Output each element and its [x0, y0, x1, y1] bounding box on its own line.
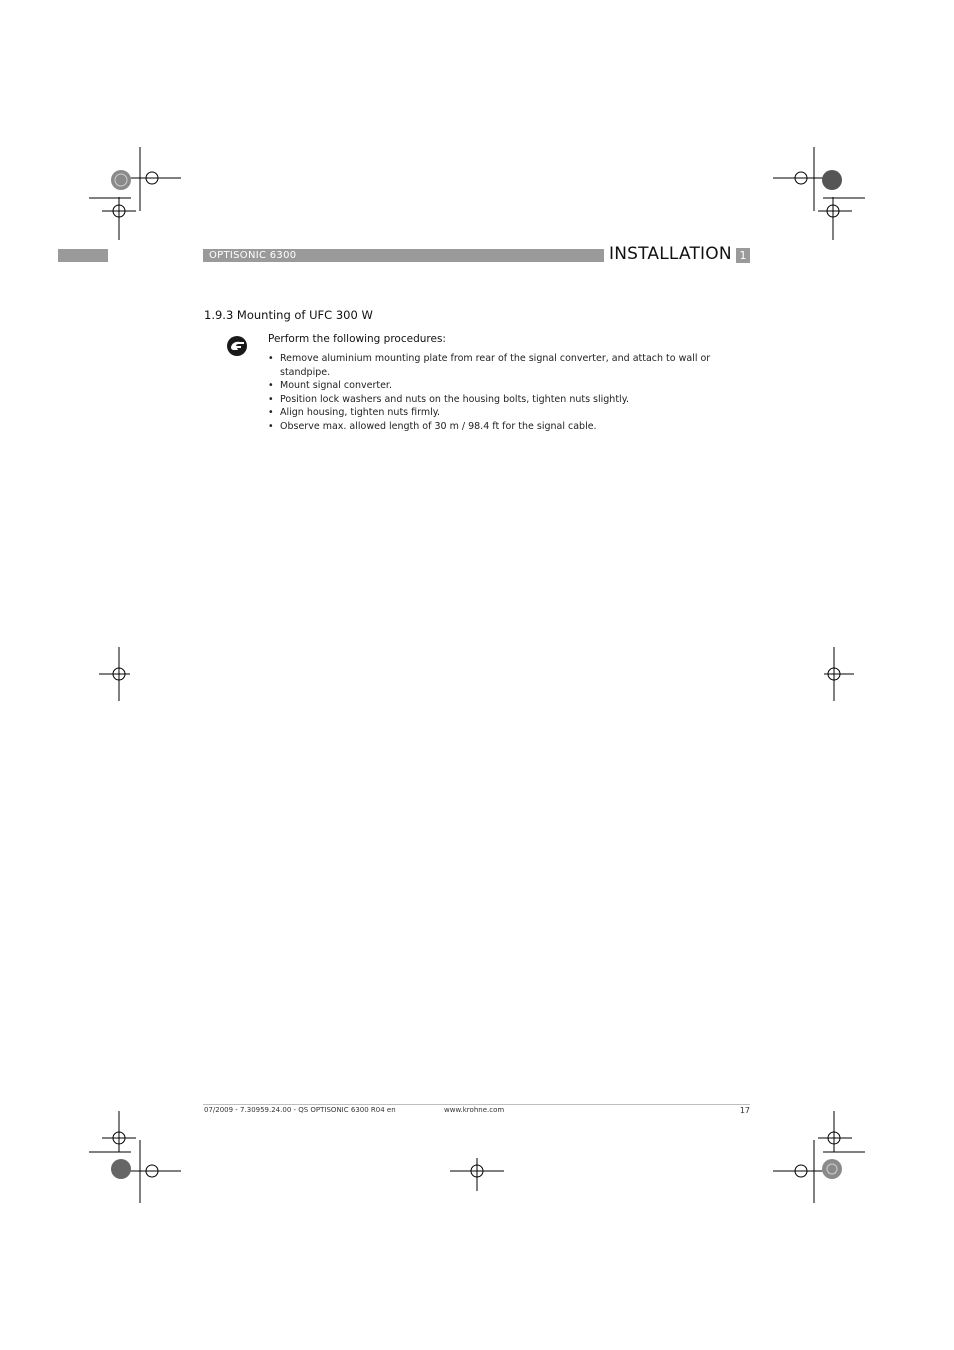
subsection-heading: 1.9.3 Mounting of UFC 300 W: [204, 308, 373, 322]
hand-pointing-icon: [226, 335, 248, 357]
list-item: • Remove aluminium mounting plate from rear of the signal converter, and attach to wall or standpipe.: [268, 352, 750, 379]
footer-url: www.krohne.com: [444, 1106, 505, 1114]
footer-document-id: 07/2009 - 7.30959.24.00 - QS OPTISONIC 6300 R04 en: [204, 1106, 396, 1114]
list-item: • Align housing, tighten nuts firmly.: [268, 406, 750, 420]
header-bar-left: [58, 249, 108, 262]
procedure-steps: [268, 352, 750, 433]
list-item: • Position lock washers and nuts on the housing bolts, tighten nuts slightly.: [268, 393, 750, 407]
procedure-title: Perform the following procedures:: [268, 333, 446, 345]
page-number: 17: [739, 1106, 750, 1115]
product-name: OPTISONIC 6300: [209, 250, 297, 261]
chapter-number: 1: [736, 248, 750, 263]
footer-divider: [203, 1104, 750, 1105]
list-item: • Observe max. allowed length of 30 m / 98.4 ft for the signal cable.: [268, 420, 750, 434]
section-title: INSTALLATION: [609, 244, 732, 264]
list-item: • Mount signal converter.: [268, 379, 750, 393]
